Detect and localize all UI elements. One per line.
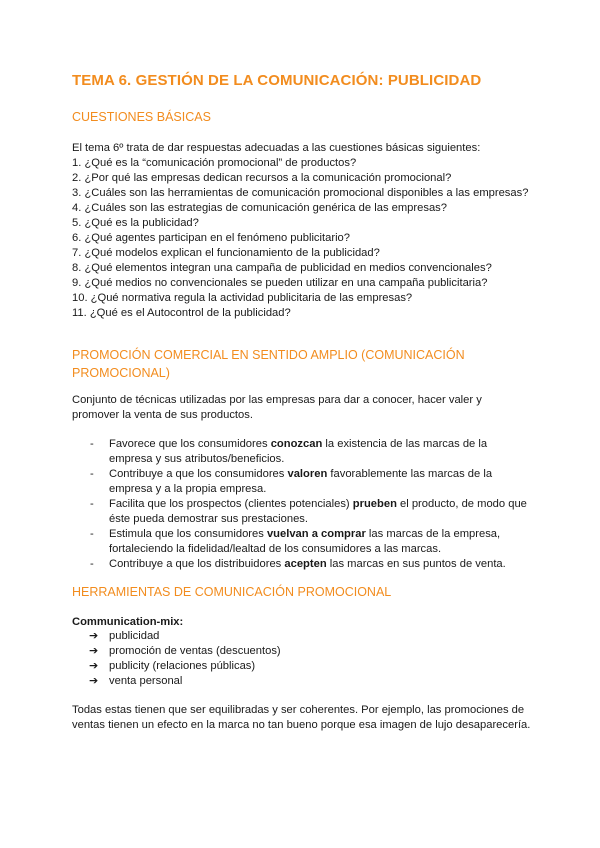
section-heading-herramientas: HERRAMIENTAS DE COMUNICACIÓN PROMOCIONAL [72,585,392,599]
heading-line: PROMOCIONAL) [72,366,170,380]
dash-bullet: - [90,528,94,540]
list-item [72,557,532,572]
promocion-bullet-list [72,437,532,572]
communication-mix-label [72,615,183,630]
emphasis-text: acepten [284,558,327,570]
promocion-intro [72,393,482,423]
heading-line: PROMOCIÓN COMERCIAL EN SENTIDO AMPLIO (COMUNICACIÓN [72,348,465,362]
list-item [72,659,281,674]
list-item: 9. ¿Qué medios no convencionales se pueden utilizar en una campaña publicitaria? [72,277,488,289]
section-heading-promocion [72,346,465,382]
emphasis-text: Communication-mix: [72,616,184,628]
emphasis-text: valoren [287,468,328,480]
arrow-right-icon: ➔ [89,630,99,642]
paragraph-line: ventas tienen un efecto en la marca no tan bueno porque esa imagen de lujo desaparecería. [72,719,531,731]
list-item-label: publicity (relaciones públicas) [109,660,256,672]
arrow-right-icon: ➔ [89,675,99,687]
list-item-label: publicidad [109,630,160,642]
section-intro: El tema 6º trata de dar respuestas adecuadas a las cuestiones básicas siguientes: [72,142,481,154]
list-item: 11. ¿Qué es el Autocontrol de la publicidad? [72,307,291,319]
arrow-right-icon: ➔ [89,660,99,672]
text-span: la existencia de las marcas de la [322,438,488,450]
list-item: 7. ¿Qué modelos explican el funcionamiento de la publicidad? [72,247,380,259]
text-span: Estimula que los consumidores [109,528,267,540]
paragraph-line: Conjunto de técnicas utilizadas por las empresas para dar a conocer, hacer valer y [72,394,482,406]
continuation-line: fortaleciendo la fidelidad/lealtad de los consumidores a las marcas. [109,543,442,555]
paragraph-line: Todas estas tienen que ser equilibradas y ser coherentes. Por ejemplo, las promociones de [72,704,525,716]
emphasis-text: prueben [352,498,397,510]
dash-bullet: - [90,468,94,480]
list-item: 10. ¿Qué normativa regula la actividad publicitaria de las empresas? [72,292,413,304]
list-item [72,629,281,644]
section-heading-cuestiones: CUESTIONES BÁSICAS [72,110,211,124]
text-span: favorablemente las marcas de la [327,468,493,480]
list-item: 4. ¿Cuáles son las estrategias de comunicación genérica de las empresas? [72,202,447,214]
question-list [72,156,528,321]
text-span: Contribuye a que los distribuidores [109,558,285,570]
text-span: Contribuye a que los consumidores [109,468,288,480]
closing-paragraph [72,703,530,733]
text-span: las marcas en sus puntos de venta. [326,558,506,570]
text-span: Facilita que los prospectos (clientes potenciales) [109,498,353,510]
list-item [72,467,532,497]
arrow-right-icon: ➔ [89,645,99,657]
emphasis-text: conozcan [270,438,323,450]
emphasis-text: vuelvan a comprar [266,528,366,540]
continuation-line: empresa y a la propia empresa. [109,483,267,495]
document-title: TEMA 6. GESTIÓN DE LA COMUNICACIÓN: PUBLICIDAD [72,72,482,89]
list-item: 2. ¿Por qué las empresas dedican recursos a la comunicación promocional? [72,172,452,184]
text-span: las marcas de la empresa, [365,528,501,540]
communication-mix-list [72,629,281,689]
list-item-label: promoción de ventas (descuentos) [109,645,281,657]
text-span: Favorece que los consumidores [109,438,271,450]
paragraph-line: promover la venta de sus productos. [72,409,253,421]
list-item: 5. ¿Qué es la publicidad? [72,217,199,229]
list-item-label: venta personal [109,675,183,687]
dash-bullet: - [90,558,94,570]
list-item [72,674,281,689]
list-item [72,497,532,527]
text-span: el producto, de modo que [396,498,527,510]
list-item: 1. ¿Qué es la “comunicación promocional” de productos? [72,157,357,169]
list-item [72,527,532,557]
continuation-line: éste pueda demostrar sus prestaciones. [109,513,308,525]
dash-bullet: - [90,438,94,450]
list-item: 8. ¿Qué elementos integran una campaña de publicidad en medios convencionales? [72,262,492,274]
dash-bullet: - [90,498,94,510]
list-item: 3. ¿Cuáles son las herramientas de comunicación promocional disponibles a las empresas? [72,187,529,199]
continuation-line: empresa y sus atributos/beneficios. [109,453,285,465]
list-item [72,437,532,467]
list-item [72,644,281,659]
list-item: 6. ¿Qué agentes participan en el fenómeno publicitario? [72,232,350,244]
